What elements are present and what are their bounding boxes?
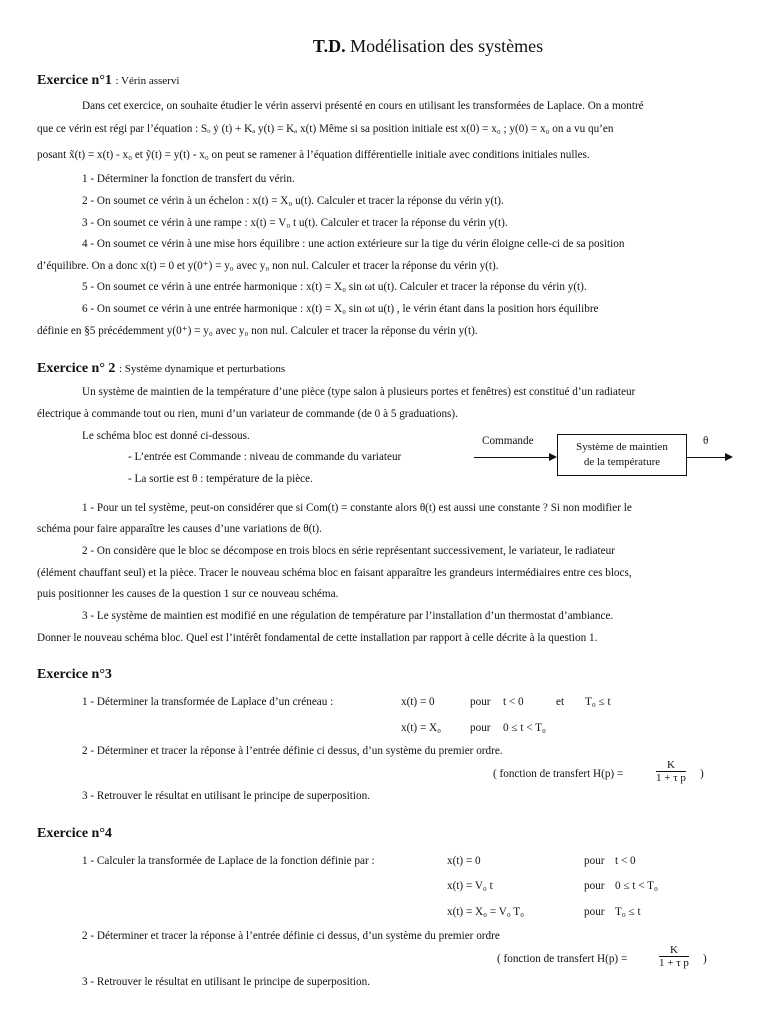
- ex4-tf-den: 1 + τ p: [659, 957, 689, 969]
- block-output-label: θ: [703, 435, 709, 447]
- ex2-exit: - La sortie est θ : température de la pièce.: [128, 473, 313, 485]
- ex1-q6b: définie en §5 précédemment y(0⁺) = y₀ avec y₀ non nul. Calculer et tracer la réponse du vérin y(t).: [37, 325, 478, 337]
- ex4-eq2: x(t) = V₀ t: [447, 880, 493, 892]
- ex3-tf-label: ( fonction de transfert H(p) =: [493, 768, 624, 780]
- ex3-q3: 3 - Retrouver le résultat en utilisant le principe de superposition.: [82, 790, 371, 802]
- title-text: Modélisation des systèmes: [350, 36, 544, 56]
- ex4-q1: 1 - Calculer la transformée de Laplace de la fonction définie par :: [82, 855, 375, 867]
- ex4-cond1: t < 0: [615, 855, 636, 867]
- ex3-tf-fraction: [656, 759, 686, 784]
- ex2-heading-text: Exercice n° 2: [37, 361, 116, 376]
- ex4-eq3: x(t) = X₀ = V₀ T₀: [447, 906, 525, 918]
- block-output-arrowhead: [725, 453, 733, 461]
- block-input-label: Commande: [482, 435, 534, 447]
- ex4-pour2: pour: [584, 880, 605, 892]
- ex3-eq2: x(t) = X₀: [401, 722, 442, 734]
- ex1-subtitle: : Vérin asservi: [115, 75, 180, 87]
- page-title: [0, 36, 768, 57]
- ex4-tf-label: ( fonction de transfert H(p) =: [497, 953, 628, 965]
- ex4-tf-fraction: [659, 944, 689, 969]
- ex4-q3: 3 - Retrouver le résultat en utilisant le principe de superposition.: [82, 976, 371, 988]
- ex4-cond2: 0 ≤ t < T₀: [615, 880, 658, 892]
- ex2-p2: électrique à commande tout ou rien, muni d’un variateur de commande (de 0 à 5 graduations).: [37, 408, 458, 420]
- ex4-q2: 2 - Déterminer et tracer la réponse à l’entrée définie ci dessus, d’un système du premier ordre: [82, 930, 500, 942]
- ex3-q1: 1 - Déterminer la transformée de Laplace d’un créneau :: [82, 696, 334, 708]
- ex3-pour2: pour: [470, 722, 491, 734]
- ex4-tf-close: ): [703, 953, 707, 965]
- ex1-q6a: 6 - On soumet ce vérin à une entrée harmonique : x(t) = X₀ sin ωt u(t) , le vérin étant dans la position hors équilibre: [82, 303, 599, 315]
- ex3-q2: 2 - Déterminer et tracer la réponse à l’entrée définie ci dessus, d’un système du premier ordre.: [82, 745, 503, 757]
- block-input-arrowhead: [549, 453, 557, 461]
- block-box-line2: de la température: [583, 456, 661, 468]
- ex2-p3: Le schéma bloc est donné ci-dessous.: [82, 430, 250, 442]
- ex1-p2: que ce vérin est régi par l’équation : Sₒ ẏ (t) + Kₐ y(t) = Kₐ x(t) Même si sa position initiale est x(0) = x₀ ; y(0) = x₀ on a vu qu’en: [37, 123, 614, 135]
- ex1-q4a: 4 - On soumet ce vérin à une mise hors équilibre : une action extérieure sur la tige du vérin éloigne celle-ci de sa position: [82, 238, 625, 250]
- block-output-arrow: [687, 457, 727, 458]
- ex1-q4b: d’équilibre. On a donc x(t) = 0 et y(0⁺) = y₀ avec y₀ non nul. Calculer et tracer la réponse du vérin y(t).: [37, 260, 499, 272]
- ex1-p1: Dans cet exercice, on souhaite étudier le vérin asservi présenté en cours en utilisant les transformées de Laplace. On a montré: [82, 100, 644, 112]
- ex2-entry: - L’entrée est Commande : niveau de commande du variateur: [128, 451, 402, 463]
- ex2-q3a: 3 - Le système de maintien est modifié en une régulation de température par l’installation d’un thermostat d’ambiance.: [82, 610, 614, 622]
- block-box-line1: Système de maintien: [576, 441, 668, 453]
- ex1-heading: [37, 73, 179, 89]
- ex3-cond1b: T₀ ≤ t: [585, 696, 611, 708]
- ex4-pour3: pour: [584, 906, 605, 918]
- ex1-q2: 2 - On soumet ce vérin à un échelon : x(t) = X₀ u(t). Calculer et tracer la réponse du vérin y(t).: [82, 195, 504, 207]
- ex4-pour1: pour: [584, 855, 605, 867]
- ex3-heading: Exercice n°3: [37, 667, 112, 682]
- ex4-tf-num: K: [659, 944, 689, 957]
- ex2-heading: [37, 361, 285, 377]
- ex3-tf-num: K: [656, 759, 686, 772]
- ex2-q2a: 2 - On considère que le bloc se décompose en trois blocs en série représentant successivement, le variateur, le radiateur: [82, 545, 615, 557]
- ex2-q2c: puis positionner les causes de la question 1 sur ce nouveau schéma.: [37, 588, 339, 600]
- ex2-q1b: schéma pour faire apparaître les causes d’une variations de θ(t).: [37, 523, 322, 535]
- ex4-cond3: T₀ ≤ t: [615, 906, 641, 918]
- ex3-tf-den: 1 + τ p: [656, 772, 686, 784]
- ex3-et: et: [556, 696, 565, 708]
- ex1-q3: 3 - On soumet ce vérin à une rampe : x(t) = V₀ t u(t). Calculer et tracer la réponse du vérin y(t).: [82, 217, 508, 229]
- ex2-q2b: (élément chauffant seul) et la pièce. Tracer le nouveau schéma bloc en faisant apparaître les grandeurs intermédiaires entre ces blocs,: [37, 567, 632, 579]
- ex1-p3: posant x̃(t) = x(t) - x₀ et ỹ(t) = y(t) - x₀ on peut se ramener à l’équation différentielle initiale avec conditions initiales nulles.: [37, 149, 590, 161]
- ex3-cond1: t < 0: [503, 696, 524, 708]
- ex2-subtitle: : Système dynamique et perturbations: [118, 363, 286, 375]
- ex3-eq1: x(t) = 0: [401, 696, 435, 708]
- block-box: [557, 434, 687, 476]
- block-input-arrow: [474, 457, 550, 458]
- ex4-heading: Exercice n°4: [37, 826, 112, 841]
- title-bold: T.D.: [312, 36, 346, 56]
- ex4-eq1: x(t) = 0: [447, 855, 481, 867]
- ex2-q3b: Donner le nouveau schéma bloc. Quel est l’intérêt fondamental de cette installation par rapport à celle décrite à la question 1.: [37, 632, 598, 644]
- ex3-tf-close: ): [700, 768, 704, 780]
- ex2-p1: Un système de maintien de la température d’une pièce (type salon à plusieurs portes et fenêtres) est constitué d’un radiateur: [82, 386, 636, 398]
- ex1-q5: 5 - On soumet ce vérin à une entrée harmonique : x(t) = X₀ sin ωt u(t). Calculer et tracer la réponse du vérin y(t).: [82, 281, 587, 293]
- ex2-q1a: 1 - Pour un tel système, peut-on considérer que si Com(t) = constante alors θ(t) est aussi une constante ? Si non modifier le: [82, 502, 632, 514]
- ex1-q1: 1 - Déterminer la fonction de transfert du vérin.: [82, 173, 295, 185]
- ex3-cond2: 0 ≤ t < T₀: [503, 722, 546, 734]
- ex3-pour1: pour: [470, 696, 491, 708]
- ex1-heading-text: Exercice n°1: [37, 73, 112, 88]
